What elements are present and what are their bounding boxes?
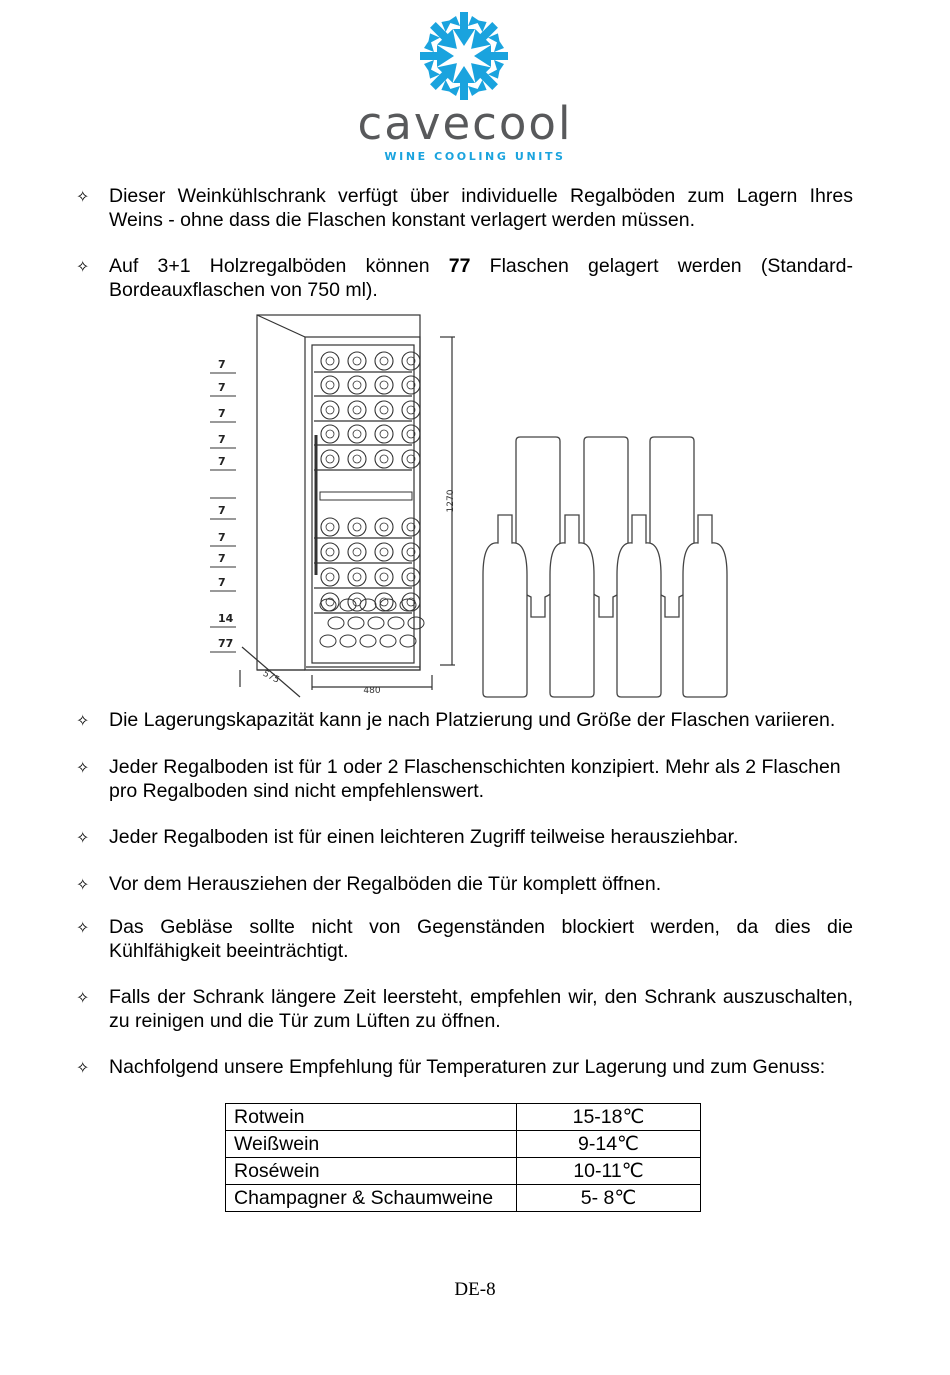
snowflake-icon: [420, 12, 508, 100]
temperature-cell: 15-18℃: [517, 1104, 701, 1131]
bottle-neck: [326, 573, 334, 581]
capacity-text-after: Flaschen gelagert werden (Standard-Bordeauxflaschen von 750 ml).: [109, 255, 853, 301]
bottle-end: [321, 450, 339, 468]
bottle-end: [375, 450, 393, 468]
bottle-end: [360, 635, 376, 647]
control-panel: [320, 492, 412, 500]
bottle-end: [348, 543, 366, 561]
bullet-temperature-intro: [76, 1056, 853, 1080]
bottle-end: [380, 635, 396, 647]
bottle-end: [321, 593, 339, 611]
bullet-star-icon: ✧: [76, 1058, 90, 1077]
bullet-star-icon: ✧: [76, 918, 90, 937]
bottle-end: [402, 376, 420, 394]
bottle-neck: [380, 573, 388, 581]
shelf-count-label: 14: [218, 612, 234, 625]
shelf-count-label: 7: [218, 504, 226, 517]
bottle-end: [321, 376, 339, 394]
logo-wordmark: cavecool: [357, 97, 573, 150]
bottle-neck: [353, 406, 361, 414]
bottle-end: [348, 401, 366, 419]
table-row: [226, 1158, 701, 1185]
temperature-cell: 10-11℃: [517, 1158, 701, 1185]
bottle-end: [375, 376, 393, 394]
bottle-end: [408, 617, 424, 629]
bullet-star-icon: ✧: [76, 875, 90, 894]
bullet-star-icon: ✧: [76, 711, 90, 730]
bullet-star-icon: ✧: [76, 988, 90, 1007]
shelf-count-label: 7: [218, 531, 226, 544]
wine-type-cell: Champagner & Schaumweine: [226, 1185, 517, 1212]
shelf-count-label: 7: [218, 381, 226, 394]
width-dimension-label: 480: [363, 686, 381, 696]
bullet-text: Falls der Schrank längere Zeit leersteht, empfehlen wir, den Schrank auszuschalten, zu reinigen und die Tür zum Lüften zu öffnen.: [109, 986, 853, 1032]
bottle-end: [321, 401, 339, 419]
bottle-end: [348, 425, 366, 443]
bottle-neck: [326, 406, 334, 414]
bottle-end: [388, 617, 404, 629]
bottle-end: [348, 518, 366, 536]
bullet-text: Nachfolgend unsere Empfehlung für Temperaturen zur Lagerung und zum Genuss:: [109, 1056, 826, 1078]
shelf-count-label: 7: [218, 358, 226, 371]
bullet-shelves-intro: [76, 185, 853, 232]
wine-type-cell: Rotwein: [226, 1104, 517, 1131]
shelf-count-label: 7: [218, 433, 226, 446]
bottle-silhouettes: [483, 437, 727, 697]
table-row: [226, 1104, 701, 1131]
logo-tagline: WINE COOLING UNITS: [384, 150, 566, 163]
bullet-fan: [76, 916, 853, 963]
bullet-text: Die Lagerungskapazität kann je nach Platzierung und Größe der Flaschen variieren.: [109, 709, 836, 731]
height-dimension-label: 1270: [446, 489, 456, 513]
bottle-end: [375, 352, 393, 370]
bottle-neck: [380, 548, 388, 556]
bottle-neck: [326, 523, 334, 531]
wine-type-cell: Roséwein: [226, 1158, 517, 1185]
bottle-end: [321, 425, 339, 443]
bullet-text: [109, 255, 853, 302]
bullet-star-icon: ✧: [76, 187, 90, 206]
bottle-neck: [353, 357, 361, 365]
bottle-neck: [380, 430, 388, 438]
bottle-neck: [353, 573, 361, 581]
bullet-capacity-varies: [76, 709, 853, 733]
bottle-end: [402, 352, 420, 370]
shelf-count-label: 77: [218, 637, 234, 650]
bottle-neck: [380, 381, 388, 389]
bullet-text: Das Gebläse sollte nicht von Gegenständen blockiert werden, da dies die Kühlfähigkeit beeinträchtigt.: [109, 916, 853, 962]
bottle-neck: [380, 357, 388, 365]
bottle-end: [348, 352, 366, 370]
bottle-end: [348, 376, 366, 394]
bottle-neck: [353, 381, 361, 389]
bottle-neck: [353, 523, 361, 531]
bullet-star-icon: ✧: [76, 257, 90, 276]
bottle-neck: [326, 430, 334, 438]
bottle-neck: [353, 430, 361, 438]
temperature-cell: 5- 8℃: [517, 1185, 701, 1212]
bullet-unused-cabinet: [76, 986, 853, 1033]
bullet-pull-out-shelves: [76, 826, 853, 850]
bullet-text: Jeder Regalboden ist für einen leichteren Zugriff teilweise herausziehbar.: [109, 826, 739, 848]
cavecool-logo: [300, 6, 630, 166]
shelf-count-label: 7: [218, 576, 226, 589]
shelf-count-column: [210, 358, 236, 652]
bottle-end: [321, 568, 339, 586]
bottle-end: [348, 450, 366, 468]
temperature-cell: 9-14℃: [517, 1131, 701, 1158]
shelf-count-label: 7: [218, 552, 226, 565]
bottle-end: [321, 518, 339, 536]
depth-dimension-label: 575: [261, 668, 281, 686]
bottle-end: [402, 593, 420, 611]
bottle-end: [402, 450, 420, 468]
bottle-end: [375, 518, 393, 536]
bullet-star-icon: ✧: [76, 828, 90, 847]
bullet-open-door: [76, 873, 853, 897]
bottle-end: [375, 568, 393, 586]
temperature-table: [225, 1103, 701, 1212]
bottle-end: [375, 401, 393, 419]
bottle-end: [375, 593, 393, 611]
bullet-text: Dieser Weinkühlschrank verfügt über individuelle Regalböden zum Lagern Ihres Weins - ohne dass die Flaschen konstant verlagert werden müssen.: [109, 185, 853, 231]
bottle-end: [375, 543, 393, 561]
wine-cooler-diagram: [200, 305, 745, 705]
bottle-neck: [353, 548, 361, 556]
bottle-end: [348, 593, 366, 611]
bottle-end: [321, 543, 339, 561]
page-number: DE-8: [454, 1279, 496, 1300]
bullet-text: Vor dem Herausziehen der Regalböden die Tür komplett öffnen.: [109, 873, 662, 895]
bottle-neck: [326, 381, 334, 389]
bottle-neck: [380, 455, 388, 463]
bottle-end: [375, 425, 393, 443]
bottle-end: [402, 401, 420, 419]
capacity-bottle-count: 77: [448, 255, 471, 277]
table-row: [226, 1185, 701, 1212]
shelf-count-label: 7: [218, 455, 226, 468]
bottle-end: [340, 635, 356, 647]
bottle-end: [320, 635, 336, 647]
bottle-end: [402, 518, 420, 536]
bottle-end: [321, 352, 339, 370]
bullet-bottle-layers: [76, 756, 853, 803]
bottle-neck: [326, 357, 334, 365]
capacity-text-before: Auf 3+1 Holzregalböden können: [109, 255, 449, 277]
bullet-capacity: [76, 255, 853, 302]
bottle-neck: [380, 406, 388, 414]
shelf-count-label: 7: [218, 407, 226, 420]
bottle-end: [402, 425, 420, 443]
bottle-neck: [353, 455, 361, 463]
bottle-neck: [326, 548, 334, 556]
bullet-text: Jeder Regalboden ist für 1 oder 2 Flaschenschichten konzipiert. Mehr als 2 Flaschen pro Regalboden sind nicht empfehlenswert.: [109, 756, 841, 802]
bottle-neck: [326, 455, 334, 463]
bottle-end: [348, 568, 366, 586]
bottle-end: [402, 568, 420, 586]
bottle-neck: [380, 523, 388, 531]
bullet-star-icon: ✧: [76, 758, 90, 777]
bottle-end: [402, 543, 420, 561]
table-row: [226, 1131, 701, 1158]
bottle-end: [368, 617, 384, 629]
wine-type-cell: Weißwein: [226, 1131, 517, 1158]
bottle-end: [328, 617, 344, 629]
bottle-end: [360, 599, 376, 611]
bottle-end: [348, 617, 364, 629]
